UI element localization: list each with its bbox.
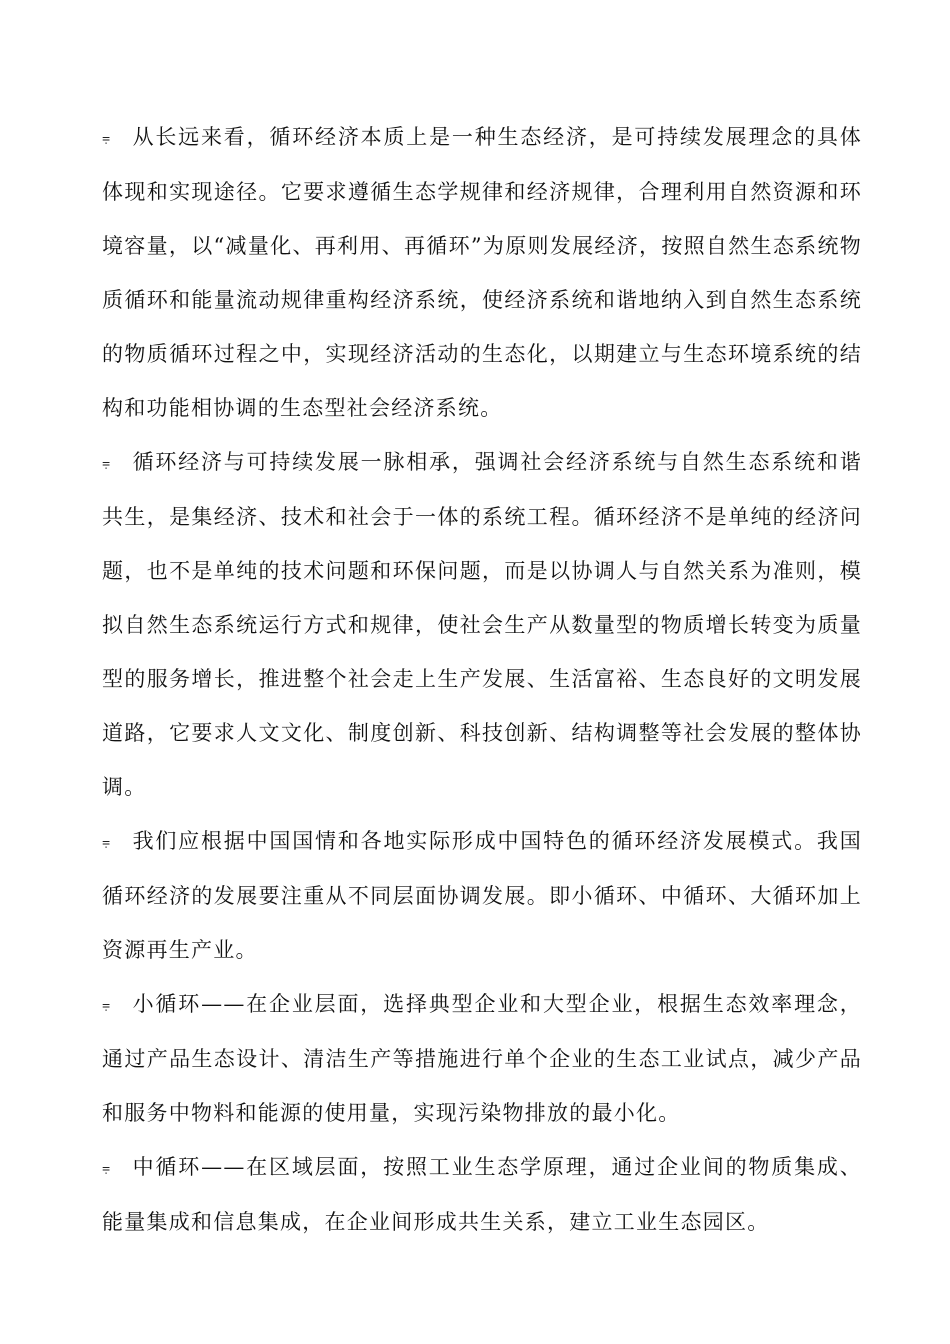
document-body: [102, 110, 862, 1249]
paragraph-4-text: 小循环——在企业层面，选择典型企业和大型企业，根据生态效率理念，通过产品生态设计、清洁生产等措施进行单个企业的生态工业试点，减少产品和服务中物料和能源的使用量，实现污染物排放的最小化。: [102, 992, 862, 1125]
paragraph-1-text: 从长远来看，循环经济本质上是一种生态经济，是可持续发展理念的具体体现和实现途径。它要求遵循生态学规律和经济规律，合理利用自然资源和环境容量，以“减量化、再利用、再循环”为原则发展经济，按照自然生态系统物质循环和能量流动规律重构经济系统，使经济系统和谐地纳入到自然生态系统的物质循环过程之中，实现经济活动的生态化，以期建立与生态环境系统的结构和功能相协调的生态型社会经济系统。: [102, 125, 862, 420]
bullet-icon: ⩦: [102, 455, 111, 471]
paragraph-3: [102, 814, 862, 977]
paragraph-3-text: 我们应根据中国国情和各地实际形成中国特色的循环经济发展模式。我国循环经济的发展要注重从不同层面协调发展。即小循环、中循环、大循环加上资源再生产业。: [102, 829, 862, 962]
paragraph-2: [102, 435, 862, 814]
paragraph-5: [102, 1140, 862, 1249]
bullet-icon: ⩦: [102, 130, 111, 146]
paragraph-4: [102, 977, 862, 1140]
paragraph-2-text: 循环经济与可持续发展一脉相承，强调社会经济系统与自然生态系统和谐共生，是集经济、技术和社会于一体的系统工程。循环经济不是单纯的经济问题，也不是单纯的技术问题和环保问题，而是以协调人与自然关系为准则，模拟自然生态系统运行方式和规律，使社会生产从数量型的物质增长转变为质量型的服务增长，推进整个社会走上生产发展、生活富裕、生态良好的文明发展道路，它要求人文文化、制度创新、科技创新、结构调整等社会发展的整体协调。: [102, 450, 862, 799]
paragraph-5-text: 中循环——在区域层面，按照工业生态学原理，通过企业间的物质集成、能量集成和信息集成，在企业间形成共生关系，建立工业生态园区。: [102, 1155, 862, 1234]
bullet-icon: ⩦: [102, 834, 111, 850]
bullet-icon: ⩦: [102, 997, 111, 1013]
bullet-icon: ⩦: [102, 1160, 111, 1176]
paragraph-1: [102, 110, 862, 435]
